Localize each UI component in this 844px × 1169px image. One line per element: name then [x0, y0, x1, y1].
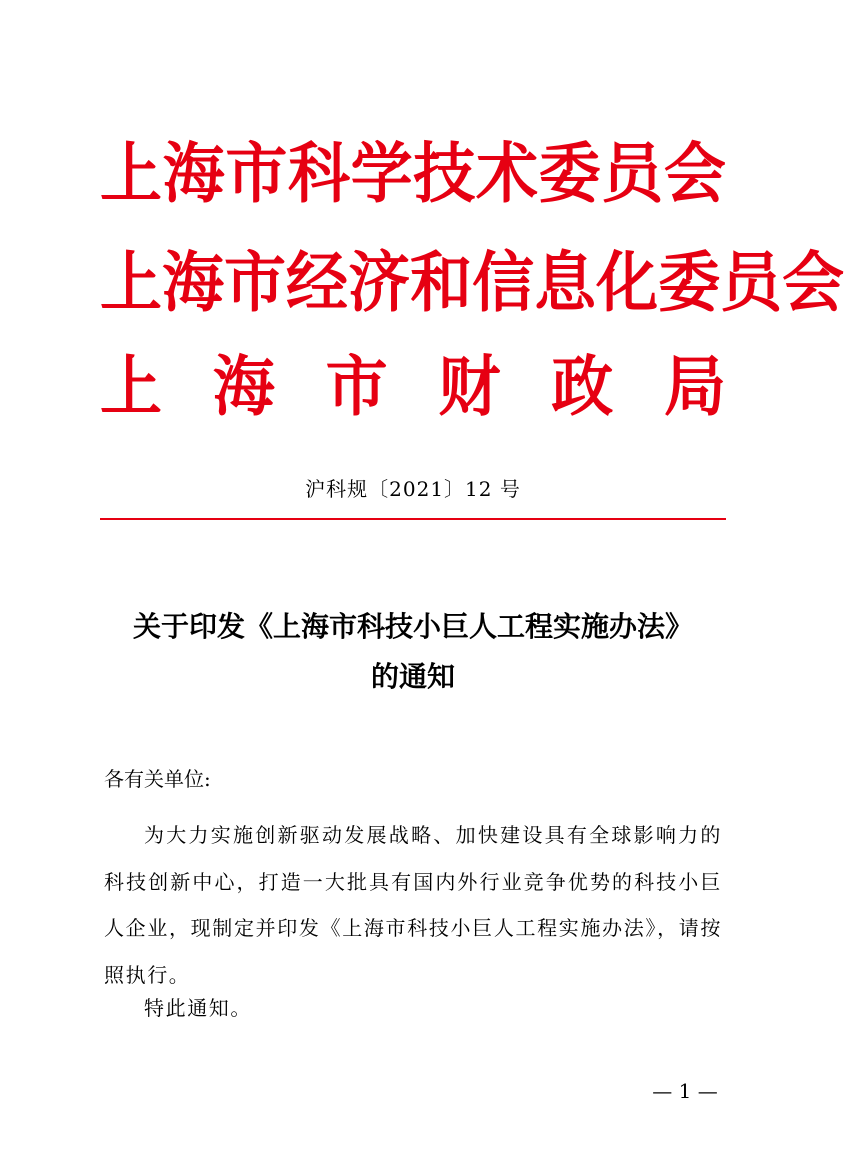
header-char: 海 — [162, 244, 225, 321]
header-char: 术 — [475, 135, 538, 212]
header-char: 济 — [348, 244, 411, 321]
body-paragraph: 为大力实施创新驱动发展战略、加快建设具有全球影响力的科技创新中心，打造一大批具有国内外行业竞争优势的科技小巨人企业，现制定并印发《上海市科技小巨人工程实施办法》，请按照执行。 — [104, 823, 722, 987]
header-char: 上 — [100, 348, 163, 425]
issuer-name-finance-bureau — [100, 347, 726, 427]
header-char: 技 — [413, 135, 476, 212]
salutation: 各有关单位: — [104, 767, 211, 791]
header-char: 海 — [162, 135, 225, 212]
header-char: 市 — [325, 348, 388, 425]
page-number: — 1 — — [652, 1079, 718, 1103]
header-char: 海 — [212, 348, 275, 425]
header-char: 市 — [225, 135, 288, 212]
header-char: 员 — [720, 244, 783, 321]
header-char: 经 — [286, 244, 349, 321]
header-char: 会 — [782, 244, 844, 321]
header-char: 委 — [658, 244, 721, 321]
header-char: 化 — [596, 244, 659, 321]
header-char: 政 — [551, 348, 614, 425]
header-char: 员 — [601, 135, 664, 212]
closing-remark: 特此通知。 — [144, 996, 252, 1020]
issuer-name-economy-commission — [100, 243, 844, 323]
header-char: 局 — [663, 348, 726, 425]
document-title-line-1: 关于印发《上海市科技小巨人工程实施办法》 — [132, 610, 693, 643]
header-char: 市 — [224, 244, 287, 321]
header-char: 信 — [472, 244, 535, 321]
issuer-name-science-commission — [100, 134, 726, 214]
document-title-line-2: 的通知 — [370, 660, 455, 693]
header-char: 和 — [410, 244, 473, 321]
header-char: 科 — [287, 135, 350, 212]
header-char: 息 — [534, 244, 597, 321]
header-char: 上 — [100, 135, 163, 212]
header-char: 财 — [438, 348, 501, 425]
header-char: 上 — [100, 244, 163, 321]
header-char: 学 — [350, 135, 413, 212]
document-number: 沪科规〔2021〕12 号 — [305, 477, 521, 501]
header-char: 会 — [663, 135, 726, 212]
header-char: 委 — [538, 135, 601, 212]
red-divider-line — [100, 518, 726, 520]
